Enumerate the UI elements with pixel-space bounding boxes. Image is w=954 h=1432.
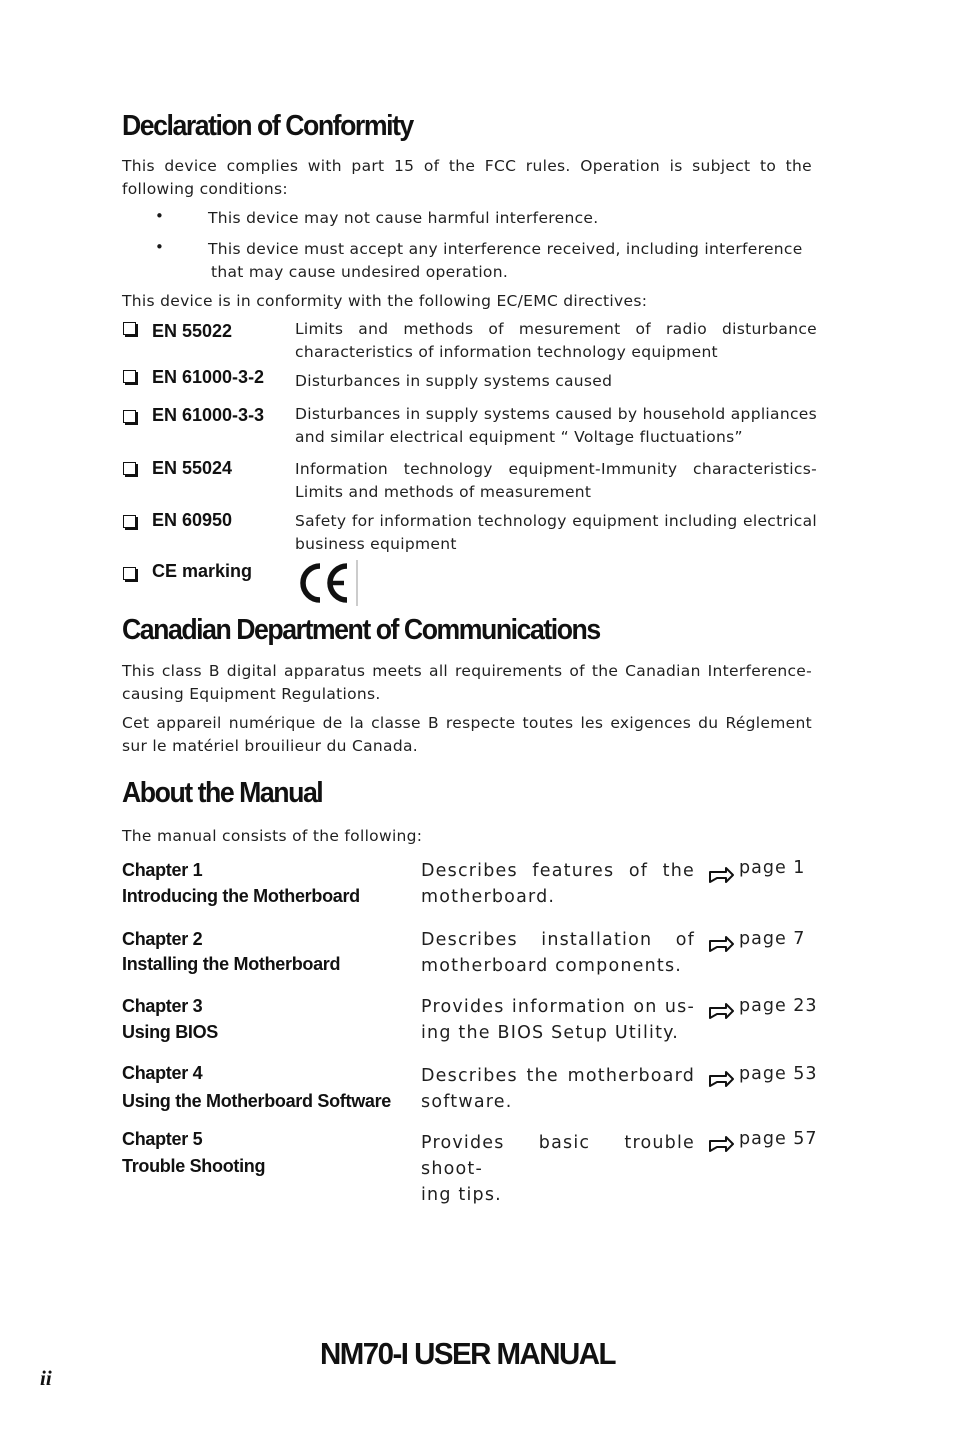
page-arrow-icon	[708, 1002, 735, 1020]
bullet-item	[208, 207, 812, 230]
standard-description: Information technology equipment-Immunity characteristics-Limits and methods of measurement	[295, 460, 817, 501]
chapter-title: Installing the Motherboard	[122, 954, 341, 974]
chapter-page-ref: page 23	[739, 996, 818, 1016]
chapter-description-line: Provides basic trouble shoot-	[421, 1133, 695, 1179]
chapter-description	[421, 858, 695, 910]
page-arrow-icon	[708, 1070, 735, 1088]
standard-code: CE marking	[152, 561, 253, 581]
chapter-title: Using the Motherboard Software	[122, 1091, 392, 1111]
standard-code: EN 55022	[152, 321, 233, 341]
canadian-paragraph-en: This class B digital apparatus meets all requirements of the Canadian Interference-causing Equipment Regulations.	[122, 662, 812, 703]
page-arrow-icon	[708, 866, 735, 884]
bullet-item-text: This device may not cause harmful interference.	[208, 209, 599, 227]
standard-code: EN 61000-3-2	[152, 367, 265, 387]
page-arrow-icon	[708, 935, 735, 953]
canadian-heading: Canadian Department of Communications	[122, 614, 600, 646]
chapter-number: Chapter 2	[122, 929, 203, 949]
standard-code: EN 55024	[152, 458, 233, 478]
chapter-description	[421, 1130, 695, 1208]
chapter-description-line: Describes features of the	[421, 861, 695, 881]
manual-intro: The manual consists of the following:	[122, 827, 423, 845]
standard-code: EN 61000-3-3	[152, 405, 265, 425]
chapter-description-line: software.	[421, 1092, 513, 1112]
standard-description: Disturbances in supply systems caused by household appliances and similar electrical equipment “ Voltage fluctuations”	[295, 405, 817, 446]
canadian-paragraph-fr: Cet appareil numérique de la classe B respecte toutes les exigences du Réglement sur le matériel brouilieur du Canada.	[122, 714, 812, 755]
chapter-page-ref: page 53	[739, 1064, 818, 1084]
page-arrow-icon	[708, 1135, 735, 1153]
page-number: ii	[40, 1366, 52, 1390]
chapter-description-line: ing tips.	[421, 1185, 502, 1205]
chapter-description	[421, 1063, 695, 1115]
declaration-heading: Declaration of Conformity	[122, 110, 413, 142]
checkbox-icon	[123, 462, 136, 475]
checkbox-icon	[123, 370, 136, 383]
bullet-marker: •	[155, 207, 164, 225]
chapter-number: Chapter 3	[122, 996, 203, 1016]
standard-description: Disturbances in supply systems caused	[295, 372, 613, 390]
chapter-description-line: Describes the motherboard	[421, 1066, 695, 1086]
manual-heading: About the Manual	[122, 777, 323, 809]
chapter-description	[421, 994, 695, 1046]
bullet-marker: •	[155, 238, 164, 256]
chapter-title: Using BIOS	[122, 1022, 219, 1042]
footer-manual-title: NM70-I USER MANUAL	[320, 1336, 615, 1371]
chapter-description-line: motherboard.	[421, 887, 556, 907]
checkbox-icon	[123, 410, 136, 423]
chapter-page-ref: page 7	[739, 929, 806, 949]
standard-code: EN 60950	[152, 510, 233, 530]
chapter-number: Chapter 1	[122, 860, 203, 880]
chapter-number: Chapter 5	[122, 1129, 203, 1149]
chapter-description-line: motherboard components.	[421, 956, 683, 976]
chapter-page-ref: page 57	[739, 1129, 818, 1149]
chapter-description	[421, 927, 695, 979]
declaration-intro: This device complies with part 15 of the FCC rules. Operation is subject to the following conditions:	[122, 157, 812, 198]
checkbox-icon	[123, 515, 136, 528]
chapter-title: Introducing the Motherboard	[122, 886, 360, 906]
directives-intro: This device is in conformity with the following EC/EMC directives:	[122, 292, 648, 310]
ce-mark-icon	[297, 560, 359, 606]
standard-description: Safety for information technology equipment including electrical business equipment	[295, 512, 817, 553]
bullet-item-continuation: that may cause undesired operation.	[211, 263, 509, 281]
checkbox-icon	[123, 567, 136, 580]
checkbox-icon	[123, 322, 136, 335]
chapter-page-ref: page 1	[739, 858, 806, 878]
chapter-title: Trouble Shooting	[122, 1156, 266, 1176]
chapter-description-line: Provides information on us-	[421, 997, 695, 1017]
chapter-description-line: ing the BIOS Setup Utility.	[421, 1023, 679, 1043]
chapter-description-line: Describes installation of	[421, 930, 695, 950]
standard-description: Limits and methods of mesurement of radio disturbance characteristics of information technology equipment	[295, 320, 817, 361]
chapter-number: Chapter 4	[122, 1063, 203, 1083]
bullet-item-text: This device must accept any interference received, including interference	[208, 240, 803, 258]
bullet-item	[208, 238, 812, 284]
